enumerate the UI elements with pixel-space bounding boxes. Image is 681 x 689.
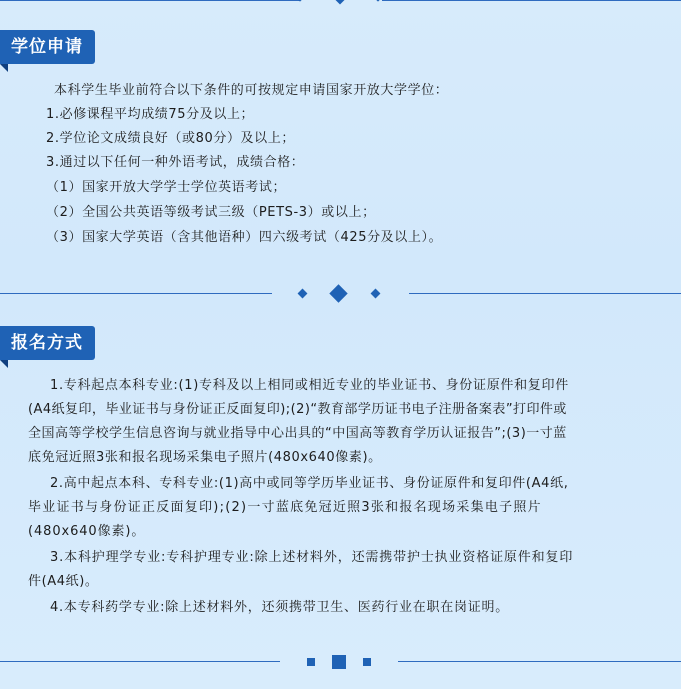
divider-line-right	[409, 293, 681, 294]
divider-line-left	[0, 293, 272, 294]
section2-line: (480x640像素)。	[28, 524, 146, 539]
divider-line-right	[398, 661, 681, 662]
section2-line: 4.本专科药学专业:除上述材料外，还须携带卫生、医药行业在职在岗证明。	[50, 600, 510, 615]
section2-line: 底免冠近照3张和报名现场采集电子照片(480x640像素)。	[28, 450, 382, 465]
section1-line: （2）全国公共英语等级考试三级（PETS-3）或以上；	[46, 205, 376, 220]
divider-line-left	[0, 661, 280, 662]
section-title-degree-application	[0, 30, 95, 64]
section1-line: 3.通过以下任何一种外语考试，成绩合格：	[46, 155, 305, 170]
divider-line-left	[0, 0, 300, 1]
divider-line-right	[382, 0, 681, 1]
diamond-icon	[371, 289, 381, 299]
square-icon	[307, 658, 315, 666]
section2-line: 1.专科起点本科专业:(1)专科及以上相同或相近专业的毕业证书、身份证原件和复印件	[50, 378, 569, 393]
section2-line: (A4纸复印，毕业证书与身份证正反面复印);(2)“教育部学历证书电子注册备案表”打印件或	[28, 402, 567, 417]
diamond-icon	[298, 289, 308, 299]
square-icon	[363, 658, 371, 666]
section2-line: 毕业证书与身份证正反面复印);(2)一寸蓝底免冠近照3张和报名现场采集电子照片	[28, 500, 542, 515]
section-title-registration-method	[0, 326, 95, 360]
section1-line: 1.必修课程平均成绩75分及以上；	[46, 107, 255, 122]
top-divider	[0, 0, 681, 8]
diamond-icon	[329, 284, 347, 302]
bottom-divider	[0, 654, 681, 670]
section2-line: 3.本科护理学专业:专科护理专业:除上述材料外，还需携带护士执业资格证原件和复印	[50, 550, 574, 565]
section1-line: （1）国家开放大学学士学位英语考试；	[46, 180, 287, 195]
section-divider	[0, 286, 681, 302]
section2-line: 件(A4纸)。	[28, 574, 99, 589]
section2-line: 2.高中起点本科、专科专业:(1)高中或同等学历毕业证书、身份证原件和复印件(A4纸,	[50, 476, 569, 491]
section-title-text: 报名方式	[11, 333, 83, 353]
square-icon	[332, 655, 346, 669]
diamond-icon	[332, 0, 349, 4]
section2-line: 全国高等学校学生信息咨询与就业指导中心出具的“中国高等教育学历认证报告”;(3)一寸蓝	[28, 426, 567, 441]
section1-line: （3）国家大学英语（含其他语种）四六级考试（425分及以上）。	[46, 230, 443, 245]
section-title-text: 学位申请	[11, 37, 83, 57]
section1-line: 2.学位论文成绩良好（或80分）及以上；	[46, 131, 295, 146]
section1-line: 本科学生毕业前符合以下条件的可按规定申请国家开放大学学位：	[54, 83, 449, 98]
